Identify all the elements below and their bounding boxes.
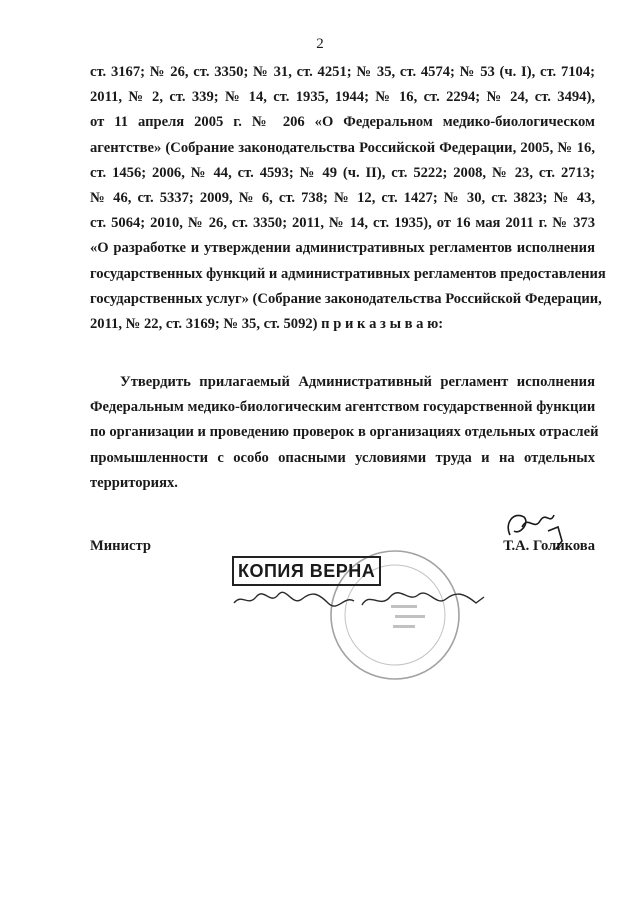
text-line: государственных функций и административных регламентов предоставления [90,265,606,282]
page-number: 2 [316,36,324,52]
handwritten-date-note [232,585,492,613]
text-line: № 46, ст. 5337; 2009, № 6, ст. 738; № 12, ст. 1427; № 30, ст. 3823; № 43, [90,190,595,207]
text-line: по организации и проведению проверок в организациях отдельных отраслей [90,424,599,441]
signer-name: Т.А. Голикова [503,538,595,554]
order-paragraph [90,370,599,496]
copy-verified-stamp: КОПИЯ ВЕРНА [232,556,381,586]
text-line: от 11 апреля 2005 г. № 206 «О Федеральном медико-биологическом [90,114,595,131]
text-line: Федеральным медико-биологическим агентством государственной функции [90,399,596,416]
text-line: территориях. [90,474,178,491]
text-line: 2011, № 22, ст. 3169; № 35, ст. 5092) п р и к а з ы в а ю: [90,316,444,333]
text-line: ст. 1456; 2006, № 44, ст. 4593; № 49 (ч. II), ст. 5222; 2008, № 23, ст. 2713; [90,164,595,181]
text-line: государственных услуг» (Собрание законодательства Российской Федерации, [90,290,602,307]
text-line: Утвердить прилагаемый Административный регламент исполнения [120,374,595,390]
text-line: 2011, № 2, ст. 339; № 14, ст. 1935, 1944; № 16, ст. 2294; № 24, ст. 3494), [90,89,595,106]
position-label: Министр [90,538,151,554]
text-line: агентстве» (Собрание законодательства Российской Федерации, 2005, № 16, [90,139,595,156]
text-line: «О разработке и утверждении административных регламентов исполнения [90,240,595,257]
legal-basis-paragraph [90,60,606,337]
text-line: ст. 3167; № 26, ст. 3350; № 31, ст. 4251; № 35, ст. 4574; № 53 (ч. I), ст. 7104; [90,64,595,80]
text-line: промышленности с особо опасными условиями труда и на отдельных [90,449,595,466]
handwritten-signature [500,505,570,550]
text-line: ст. 5064; 2010, № 26, ст. 3350; 2011, № 14, ст. 1935), от 16 мая 2011 г. № 373 [90,215,595,232]
